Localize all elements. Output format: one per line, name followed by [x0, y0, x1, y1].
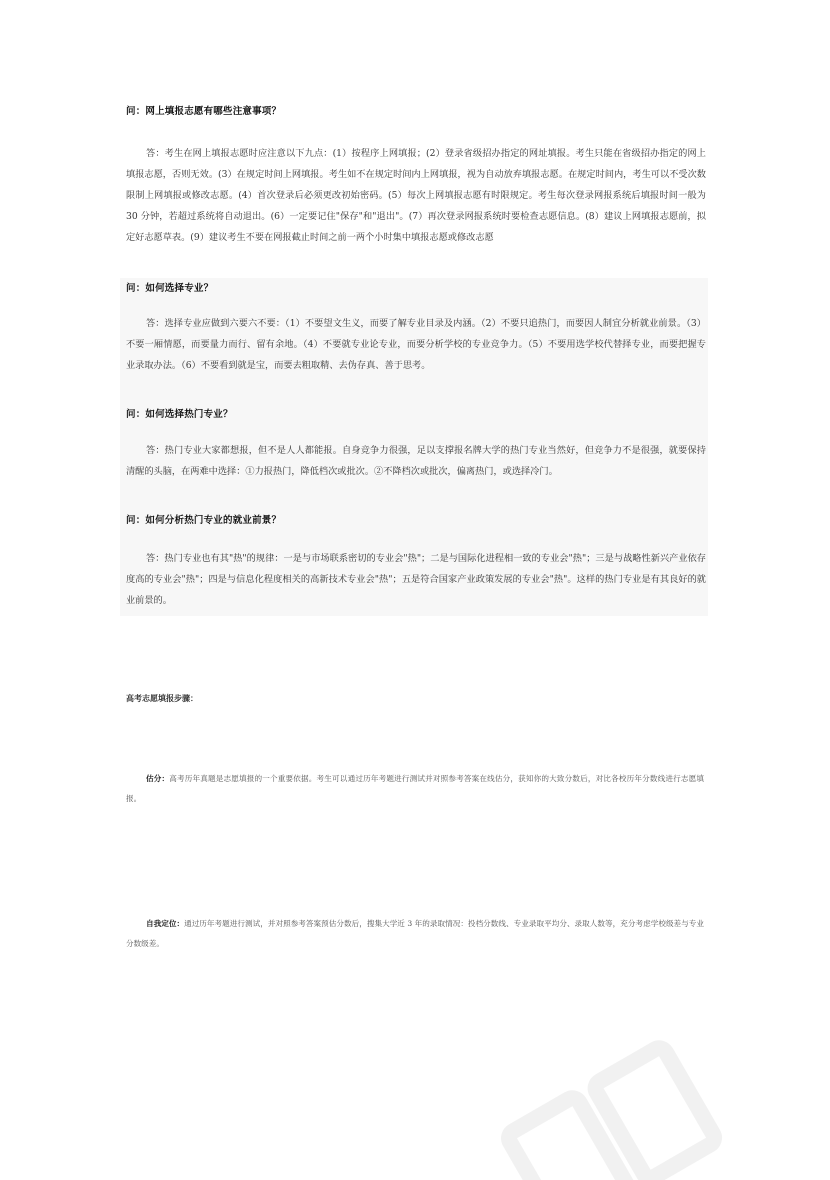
step-paragraph	[126, 914, 704, 954]
answer-paragraph: 答：热门专业大家都想报，但不是人人都能报。自身竞争力很强，足以支撑报名牌大学的热门专业当然好，但竞争力不是很强，就要保持清醒的头脑，在两难中选择：①力报热门，降低档次或批次。②不降档次或批次，偏离热门，或选择冷门。	[126, 445, 706, 477]
question-heading: 问：如何选择专业？	[126, 283, 214, 294]
question-heading: 问：网上填报志愿有哪些注意事项？	[126, 106, 282, 117]
steps-heading: 高考志愿填报步骤：	[126, 693, 198, 703]
step-label: 估分：	[146, 774, 170, 783]
watermark-logo-icon	[480, 1040, 780, 1180]
step-text: 通过历年考题进行测试，并对照参考答案预估分数后，搜集大学近 3 年的录取情况：投档分数线、专业录取平均分、录取人数等，充分考虑学校级差与专业分数级差。	[126, 919, 704, 948]
question-heading: 问：如何选择热门专业？	[126, 409, 233, 420]
step-paragraph	[126, 769, 704, 809]
answer-paragraph: 答：选择专业应做到六要六不要：（1）不要望文生义，而要了解专业目录及内涵。（2）不要只追热门，而要因人制宜分析就业前景。（3）不要一厢情愿，而要量力而行、留有余地。（4）不要就专业论专业，而要分析学校的专业竞争力。（5）不要用选学校代替择专业，而要把握专业录取办法。（6）不要看到就是宝，而要去粗取精、去伪存真、善于思考。	[126, 318, 706, 371]
answer-paragraph: 答：考生在网上填报志愿时应注意以下九点：(1）按程序上网填报；(2）登录省级招办指定的网址填报。考生只能在省级招办指定的网上填报志愿，否则无效。(3）在规定时间上网填报。考生如不在规定时间内上网填报，视为自动放弃填报志愿。在规定时间内，考生可以不受次数限制上网填报或修改志愿。(4）首次登录后必须更改初始密码。(5）每次上网填报志愿有时限规定。考生每次登录网报系统后填报时间一般为 30 分钟，若超过系统将自动退出。(6）一定要记住"保存"和"退出"。(7）再次登录网报系统时要检查志愿信息。(8）建议上网填报志愿前，拟定好志愿草表。(9）建议考生不要在网报截止时间之前一两个小时集中填报志愿或修改志愿	[126, 148, 706, 243]
step-text: 高考历年真题是志愿填报的一个重要依据。考生可以通过历年考题进行测试并对照参考答案在线估分，获知你的大致分数后，对比各校历年分数线进行志愿填报。	[126, 774, 705, 803]
question-heading: 问：如何分析热门专业的就业前景？	[126, 515, 282, 526]
answer-paragraph: 答：热门专业也有其"热"的规律：一是与市场联系密切的专业会"热"；二是与国际化进程相一致的专业会"热"；三是与战略性新兴产业依存度高的专业会"热"；四是与信息化程度相关的高新技术专业会"热"；五是符合国家产业政策发展的专业会"热"。这样的热门专业是有其良好的就业前景的。	[126, 553, 706, 606]
step-label: 自我定位：	[146, 919, 185, 928]
